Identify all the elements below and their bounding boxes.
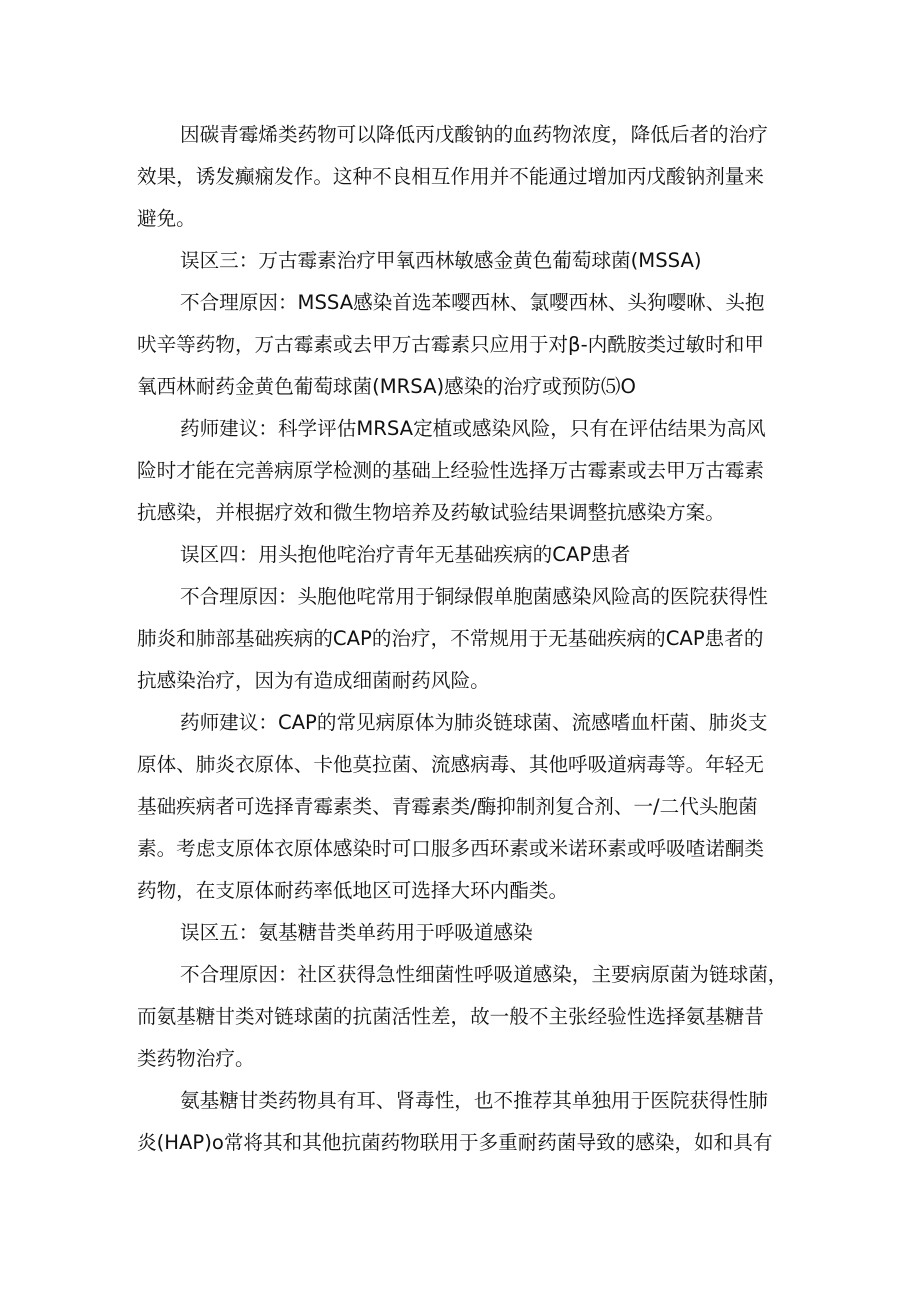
text-line: 避免。 <box>137 207 196 230</box>
text-line: 不合理原因：头胞他咤常用于铜绿假单胞菌感染风险高的医院获得性 <box>180 585 768 608</box>
text-line: 抗感染，并根据疗效和微生物培养及药敏试验结果调整抗感染方案。 <box>137 501 725 524</box>
text-line: 不合理原因：MSSA感染首选苯嘤西林、氯嘤西林、头狗嘤咻、头抱 <box>180 291 765 314</box>
text-line: 氧西林耐药金黄色葡萄球菌(MRSA)感染的治疗或预防⑸O <box>137 375 636 398</box>
text-line: 氨基糖甘类药物具有耳、肾毒性，也不推荐其单独用于医院获得性肺 <box>180 1089 768 1112</box>
text-line: 肺炎和肺部基础疾病的CAP的治疗，不常规用于无基础疾病的CAP患者的 <box>137 627 764 650</box>
text-line: 因碳青霉烯类药物可以降低丙戊酸钠的血药物浓度，降低后者的治疗 <box>180 123 768 146</box>
text-line: 险时才能在完善病原学检测的基础上经验性选择万古霉素或去甲万古霉素 <box>137 459 764 482</box>
text-line: 原体、肺炎衣原体、卡他莫拉菌、流感病毒、其他呼吸道病毒等。年轻无 <box>137 753 764 776</box>
text-line: 药师建议：科学评估MRSA定植或感染风险，只有在评估结果为高风 <box>180 417 766 440</box>
text-line: 药师建议：CAP的常见病原体为肺炎链球菌、流感嗜血杆菌、肺炎支 <box>180 711 768 734</box>
section-heading: 误区五：氨基糖昔类单药用于呼吸道感染 <box>180 921 533 944</box>
text-line: 吠辛等药物，万古霉素或去甲万古霉素只应用于对β-内酰胺类过敏时和甲 <box>137 333 764 356</box>
text-line: 而氨基糖甘类对链球菌的抗菌活性差，故一般不主张经验性选择氨基糖昔 <box>137 1005 764 1028</box>
section-heading: 误区四：用头抱他咤治疗青年无基础疾病的CAP患者 <box>180 543 631 566</box>
text-line: 药物，在支原体耐药率低地区可选择大环内酯类。 <box>137 879 569 902</box>
section-heading: 误区三：万古霉素治疗甲氧西林敏感金黄色葡萄球菌(MSSA) <box>180 249 702 272</box>
text-line: 基础疾病者可选择青霉素类、青霉素类/酶抑制剂复合剂、一/二代头胞菌 <box>137 795 758 818</box>
text-line: 类药物治疗。 <box>137 1047 255 1070</box>
text-line: 炎(HAP)o常将其和其他抗菌药物联用于多重耐药菌导致的感染，如和具有 <box>137 1131 773 1154</box>
text-line: 效果，诱发癫痫发作。这种不良相互作用并不能通过增加丙戊酸钠剂量来 <box>137 165 764 188</box>
text-line: 素。考虑支原体衣原体感染时可口服多西环素或米诺环素或呼吸喳诺酮类 <box>137 837 764 860</box>
text-line: 抗感染治疗，因为有造成细菌耐药风险。 <box>137 669 490 692</box>
text-line: 不合理原因：社区获得急性细菌性呼吸道感染，主要病原菌为链球菌， <box>180 963 788 986</box>
